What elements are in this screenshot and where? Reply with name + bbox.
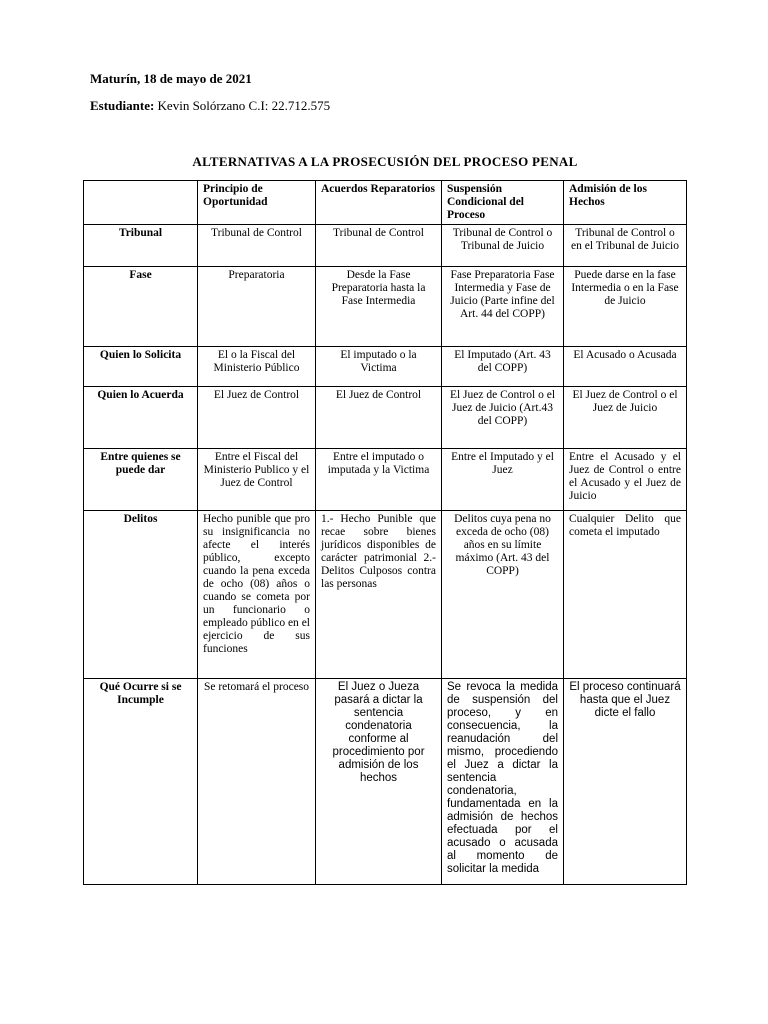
- table-cell: El proceso continuará hasta que el Juez dicte el fallo: [564, 679, 687, 885]
- header-corner-cell: [84, 181, 198, 225]
- table-cell: Fase Preparatoria Fase Intermedia y Fase de Juicio (Parte infine del Art. 44 del COPP): [442, 267, 564, 347]
- table-cell: El Juez o Jueza pasará a dictar la sentencia condenatoria conforme al procedimiento por admisión de los hechos: [316, 679, 442, 885]
- row-label-quien-acuerda: Quien lo Acuerda: [84, 387, 198, 449]
- table-cell: 1.- Hecho Punible que recae sobre bienes jurídicos disponibles de carácter patrimonial 2.- Delitos Culposos contra las personas: [316, 511, 442, 679]
- table-cell: Tribunal de Control o Tribunal de Juicio: [442, 225, 564, 267]
- table-cell: Entre el Fiscal del Ministerio Publico y el Juez de Control: [198, 449, 316, 511]
- student-label: Estudiante:: [90, 98, 155, 113]
- row-label-delitos: Delitos: [84, 511, 198, 679]
- column-header-admision: Admisión de los Hechos: [564, 181, 687, 225]
- table-cell: El o la Fiscal del Ministerio Público: [198, 347, 316, 387]
- row-label-quien-solicita: Quien lo Solicita: [84, 347, 198, 387]
- column-header-suspension: Suspensión Condicional del Proceso: [442, 181, 564, 225]
- table-row: [84, 449, 687, 511]
- table-header-row: [84, 181, 687, 225]
- table-cell: El Juez de Control: [198, 387, 316, 449]
- table-cell: Se retomará el proceso: [198, 679, 316, 885]
- table-cell: Tribunal de Control o en el Tribunal de Juicio: [564, 225, 687, 267]
- date-line: Maturín, 18 de mayo de 2021: [90, 71, 252, 86]
- row-label-entre-quienes: Entre quienes se puede dar: [84, 449, 198, 511]
- table-cell: El Juez de Control o el Juez de Juicio (Art.43 del COPP): [442, 387, 564, 449]
- table-cell: Preparatoria: [198, 267, 316, 347]
- document-title: ALTERNATIVAS A LA PROSECUSIÓN DEL PROCESO PENAL: [192, 154, 578, 169]
- table-cell: Entre el Acusado y el Juez de Control o entre el Acusado y el Juez de Juicio: [564, 449, 687, 511]
- table-cell: El Juez de Control o el Juez de Juicio: [564, 387, 687, 449]
- column-header-principio: Principio de Oportunidad: [198, 181, 316, 225]
- row-label-que-ocurre: Qué Ocurre si se Incumple: [84, 679, 198, 885]
- table-row: [84, 511, 687, 679]
- row-label-fase: Fase: [84, 267, 198, 347]
- table-cell: Se revoca la medida de suspensión del proceso, y en consecuencia, la reanudación del mismo, procediendo el Juez a dictar la sentencia condenatoria, fundamentada en la admisión de hechos efectuada por el acusado o acusada al momento de solicitar la medida: [442, 679, 564, 885]
- table-cell: Entre el imputado o imputada y la Victima: [316, 449, 442, 511]
- table-row: [84, 267, 687, 347]
- table-row: [84, 225, 687, 267]
- table-row: [84, 347, 687, 387]
- table-cell: El Acusado o Acusada: [564, 347, 687, 387]
- table-cell: Puede darse en la fase Intermedia o en la Fase de Juicio: [564, 267, 687, 347]
- table-row: [84, 679, 687, 885]
- row-label-tribunal: Tribunal: [84, 225, 198, 267]
- table-cell: Delitos cuya pena no exceda de ocho (08) años en su límite máximo (Art. 43 del COPP): [442, 511, 564, 679]
- student-line: [90, 98, 330, 114]
- table-cell: Tribunal de Control: [316, 225, 442, 267]
- table-cell: El imputado o la Victima: [316, 347, 442, 387]
- comparison-table: [83, 180, 687, 885]
- table-cell: El Imputado (Art. 43 del COPP): [442, 347, 564, 387]
- table-cell: Cualquier Delito que cometa el imputado: [564, 511, 687, 679]
- column-header-acuerdos: Acuerdos Reparatorios: [316, 181, 442, 225]
- table-cell: El Juez de Control: [316, 387, 442, 449]
- table-cell: Hecho punible que pro su insignificancia no afecte el interés público, excepto cuando la pena exceda de ocho (08) años o cuando se cometa por un funcionario o empleado público en el ejercicio de sus funciones: [198, 511, 316, 679]
- table-cell: Entre el Imputado y el Juez: [442, 449, 564, 511]
- student-value: Kevin Solórzano C.I: 22.712.575: [157, 98, 331, 113]
- table-cell: Tribunal de Control: [198, 225, 316, 267]
- table-row: [84, 387, 687, 449]
- table-cell: Desde la Fase Preparatoria hasta la Fase Intermedia: [316, 267, 442, 347]
